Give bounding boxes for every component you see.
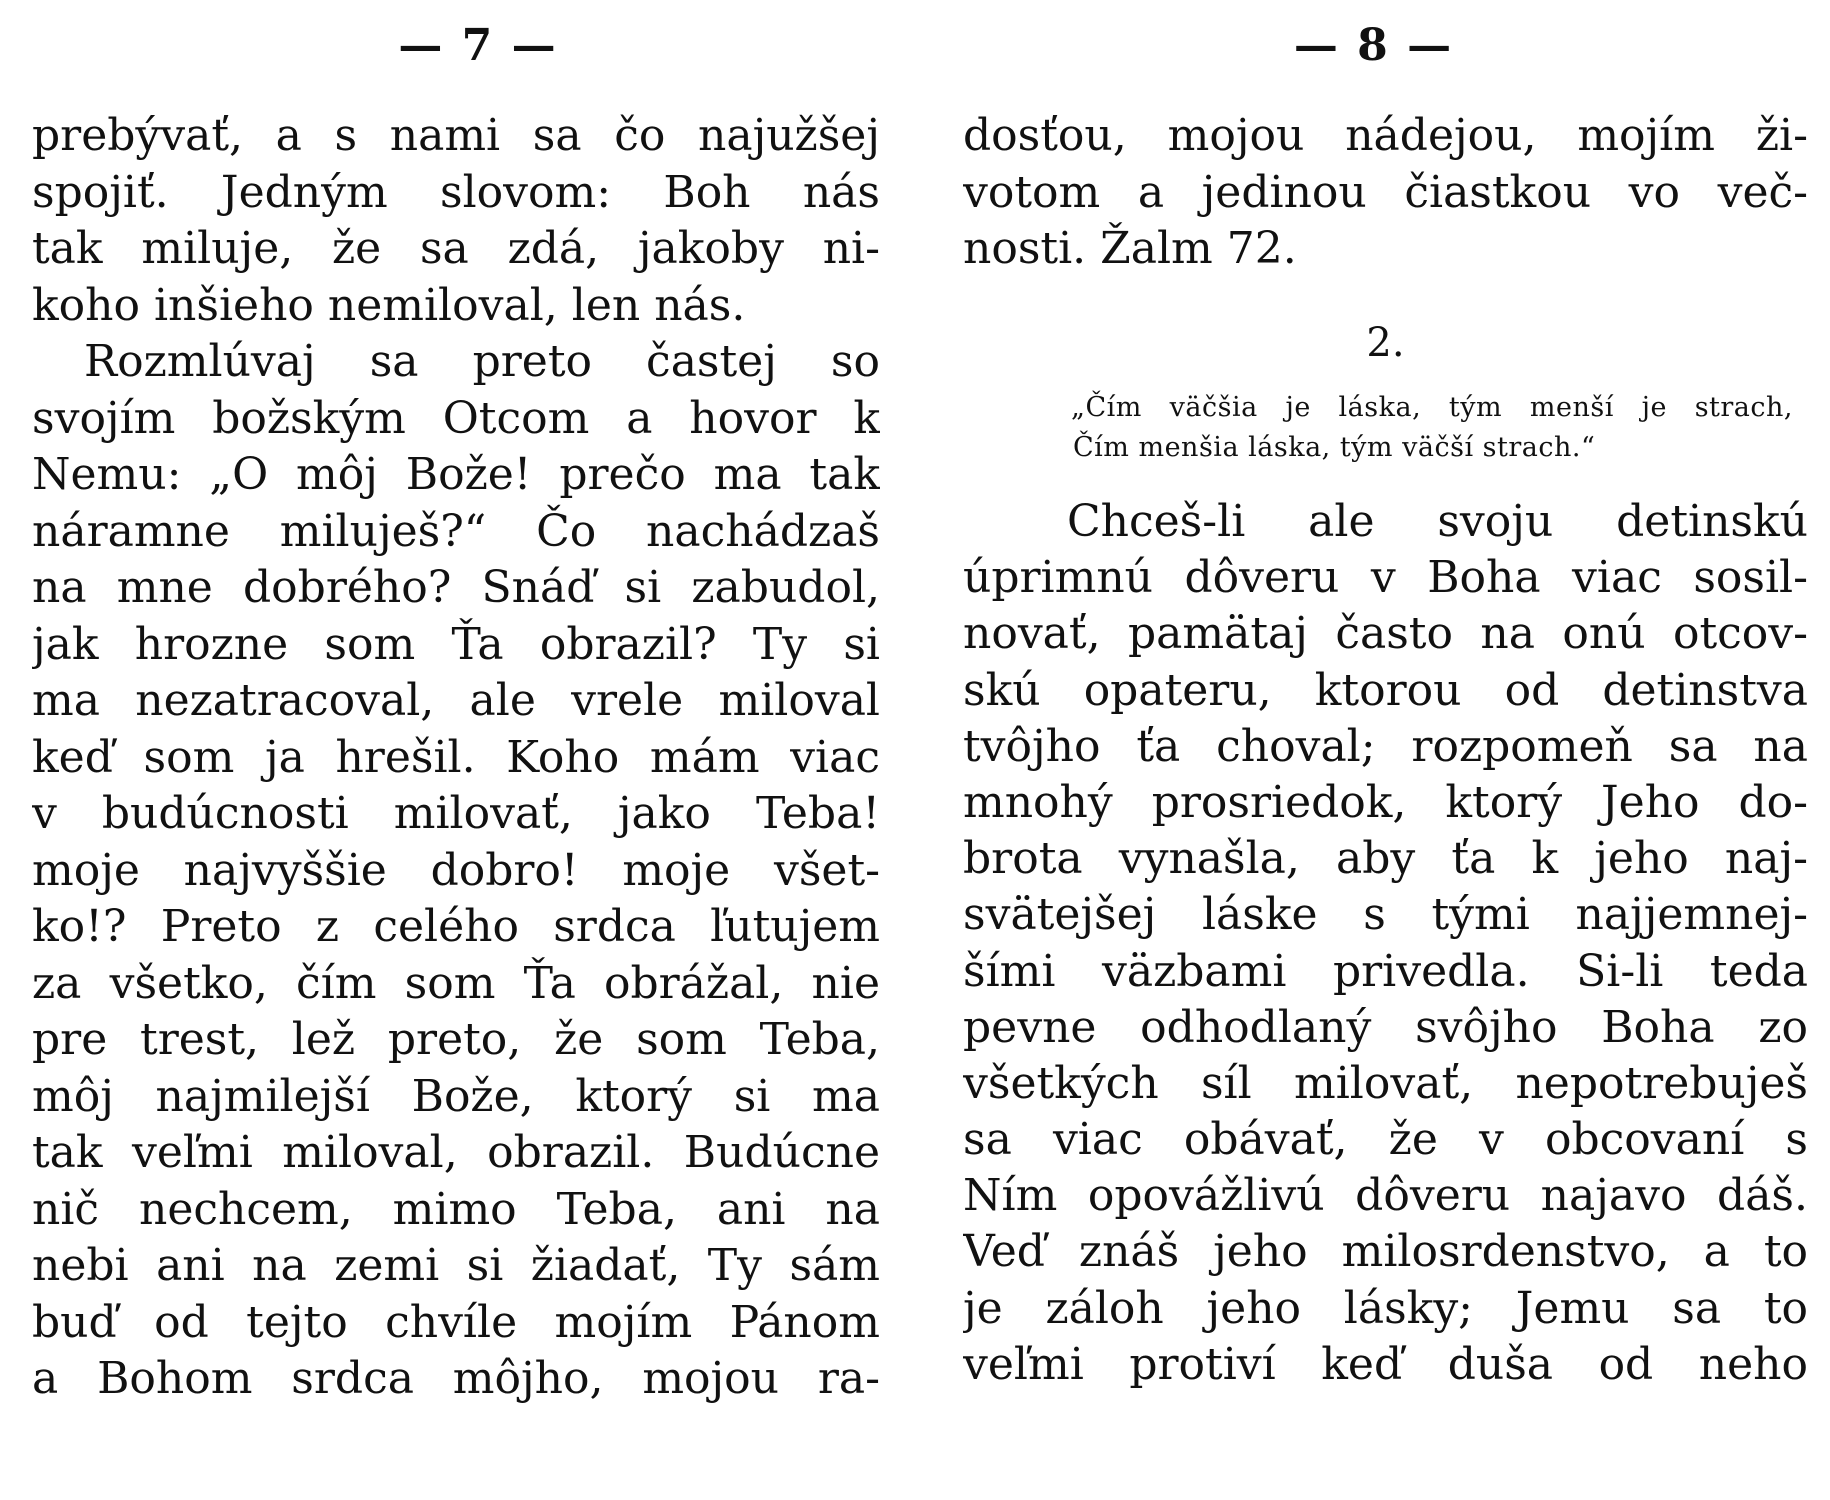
- page-number: — 8 —: [1293, 20, 1454, 71]
- text-line: Nemu: „O môj Bože! prečo ma tak: [32, 449, 880, 500]
- text-line: úprimnú dôveru v Boha viac sosil-: [963, 552, 1808, 604]
- text-line: svojím božským Otcom a hovor k: [32, 392, 880, 444]
- right-page-body: [963, 494, 1808, 1393]
- left-page: [32, 0, 880, 1500]
- motto-line: Čím menšia láska, tým väčší strach.“: [1073, 432, 1596, 463]
- text-line: tak veľmi miloval, obrazil. Budúcne: [32, 1127, 880, 1178]
- text-line: šími väzbami privedla. Si-li teda: [963, 945, 1808, 997]
- text-line: pevne odhodlaný svôjho Boha zo: [963, 1001, 1808, 1053]
- text-line: na mne dobrého? Snáď si zabudol,: [32, 562, 880, 613]
- motto-line: „Čím väčšia je láska, tým menší je strach,: [1071, 392, 1793, 423]
- text-line: náramne miluješ?“ Čo nachádzaš: [32, 505, 880, 557]
- text-line: pre trest, lež preto, že som Teba,: [32, 1014, 880, 1065]
- text-line: môj najmilejší Bože, ktorý si ma: [32, 1070, 880, 1122]
- text-line: ma nezatracoval, ale vrele miloval: [32, 675, 880, 726]
- section-number: 2.: [1366, 320, 1405, 366]
- text-line: tvôjho ťa choval; rozpomeň sa na: [963, 720, 1808, 772]
- text-line: keď som ja hrešil. Koho mám viac: [32, 731, 880, 783]
- page-number: — 7 —: [398, 20, 558, 71]
- text-line: Rozmlúvaj sa preto častej so: [84, 336, 880, 387]
- text-line: Ním opovážlivú dôveru najavo dáš.: [963, 1170, 1808, 1222]
- text-line: buď od tejto chvíle mojím Pánom: [32, 1296, 880, 1348]
- text-line: votom a jedinou čiastkou vo več-: [963, 166, 1808, 218]
- text-line: v budúcnosti milovať, jako Teba!: [32, 788, 880, 839]
- text-line: dosťou, mojou nádejou, mojím ži-: [963, 110, 1808, 161]
- right-page-intro: [963, 108, 1808, 278]
- text-line: tak miluje, že sa zdá, jakoby ni-: [32, 223, 880, 274]
- text-line: ko!? Preto z celého srdca ľutujem: [32, 901, 880, 952]
- text-line: mnohý prosriedok, ktorý Jeho do-: [963, 776, 1808, 828]
- text-line: sa viac obávať, že v obcovaní s: [963, 1114, 1808, 1166]
- left-page-text: [32, 108, 880, 1408]
- text-line: Chceš-li ale svoju detinskú: [1067, 496, 1808, 547]
- text-line: moje najvyššie dobro! moje všet-: [32, 844, 880, 896]
- text-line: všetkých síl milovať, nepotrebuješ: [963, 1057, 1808, 1109]
- text-line: za všetko, čím som Ťa obrážal, nie: [32, 957, 880, 1009]
- text-line: veľmi protiví keď duša od neho: [963, 1338, 1808, 1390]
- text-line: nosti. Žalm 72.: [963, 223, 1297, 274]
- motto-quote: [1071, 388, 1793, 468]
- text-line: nebi ani na zemi si žiadať, Ty sám: [32, 1240, 880, 1291]
- text-line: a Bohom srdca môjho, mojou ra-: [32, 1353, 880, 1404]
- right-page: [963, 0, 1808, 1500]
- text-line: spojiť. Jedným slovom: Boh nás: [32, 166, 880, 218]
- text-line: novať, pamätaj často na onú otcov-: [963, 608, 1808, 660]
- text-line: skú opateru, ktorou od detinstva: [963, 664, 1808, 716]
- text-line: je záloh jeho lásky; Jemu sa to: [963, 1282, 1808, 1334]
- text-line: svätejšej láske s tými najjemnej-: [963, 889, 1808, 941]
- text-line: nič nechcem, mimo Teba, ani na: [32, 1183, 880, 1235]
- text-line: koho inšieho nemiloval, len nás.: [32, 279, 746, 331]
- text-line: brota vynašla, aby ťa k jeho naj-: [963, 833, 1808, 885]
- text-line: prebývať, a s nami sa čo najužšej: [32, 110, 880, 161]
- text-line: jak hrozne som Ťa obrazil? Ty si: [32, 618, 880, 670]
- text-line: Veď znáš jeho milosrdenstvo, a to: [963, 1226, 1808, 1278]
